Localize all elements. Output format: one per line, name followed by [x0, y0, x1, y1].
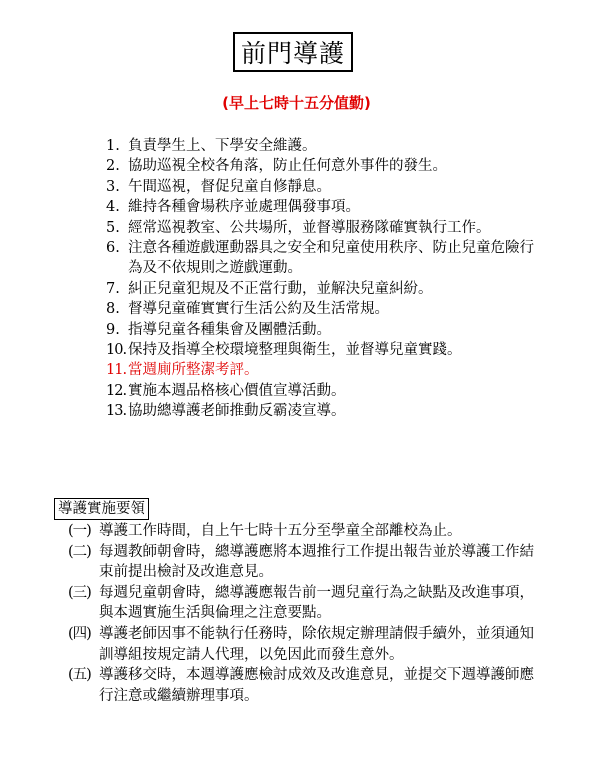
implementation-number: (二) [68, 543, 91, 560]
duty-item [106, 177, 546, 197]
duty-number: 5. [106, 219, 120, 236]
duty-text: 經常巡視教室、公共場所，並督導服務隊確實執行工作。 [128, 219, 491, 236]
implementation-item [68, 542, 538, 583]
duty-item [106, 238, 546, 279]
implementation-text: 導護工作時間，自上午七時十五分至學童全部離校為止。 [99, 523, 462, 539]
duty-item [106, 299, 546, 319]
implementation-text: 每週教師朝會時，總導護應將本週推行工作提出報告並於導護工作結束前提出檢討及改進意見。 [99, 543, 534, 581]
duty-text: 當週廁所整潔考評。 [128, 362, 259, 379]
duty-item [106, 340, 546, 360]
implementation-number: (五) [68, 667, 91, 684]
duty-number: 6. [106, 240, 120, 257]
duty-text: 督導兒童確實實行生活公約及生活常規。 [128, 301, 389, 318]
duty-text: 保持及指導全校環境整理與衛生，並督導兒童實踐。 [128, 342, 462, 359]
duty-number: 3. [106, 178, 120, 195]
implementation-list [68, 521, 538, 706]
implementation-item [68, 665, 538, 706]
duty-text: 實施本週品格核心價值宣導活動。 [128, 382, 346, 399]
duty-text: 指導兒童各種集會及團體活動。 [128, 321, 331, 338]
duty-item [106, 136, 546, 156]
duty-item [106, 320, 546, 340]
implementation-text: 導護老師因事不能執行任務時，除依規定辦理請假手續外，並須通知訓導組按規定請人代理，以免因此而發生意外。 [99, 625, 534, 663]
implementation-number: (三) [68, 584, 91, 601]
duty-item [106, 401, 546, 421]
duty-number: 4. [106, 199, 120, 216]
implementation-number: (一) [68, 523, 91, 539]
duty-number: 7. [106, 280, 120, 297]
duty-number: 11. [106, 362, 127, 379]
duty-item-highlighted [106, 360, 546, 380]
duty-number: 12. [106, 382, 127, 399]
duty-number: 2. [106, 158, 120, 175]
duty-text: 維持各種會場秩序並處理偶發事項。 [128, 199, 360, 216]
duty-text: 注意各種遊戲運動器具之安全和兒童使用秩序、防止兒童危險行為及不依規則之遊戲運動。 [128, 240, 534, 277]
implementation-item [68, 583, 538, 624]
duty-number: 8. [106, 301, 120, 318]
implementation-item [68, 521, 538, 542]
implementation-heading: 導護實施要領 [54, 498, 149, 520]
duty-number: 13. [106, 403, 127, 420]
duty-item [106, 218, 546, 238]
implementation-text: 導護移交時，本週導護應檢討成效及改進意見，並提交下週導護師應行注意或繼續辦理事項。 [99, 667, 534, 704]
duty-time-subtitle: (早上七時十五分值勤) [222, 94, 371, 112]
duty-item [106, 279, 546, 299]
duty-text: 協助總導護老師推動反霸凌宣導。 [128, 403, 346, 420]
duty-text: 協助巡視全校各角落，防止任何意外事件的發生。 [128, 158, 447, 175]
duty-text: 糾正兒童犯規及不正當行動，並解決兒童糾紛。 [128, 280, 433, 297]
duty-text: 負責學生上、下學安全維護。 [128, 138, 317, 154]
duty-number: 9. [106, 321, 120, 338]
implementation-item [68, 624, 538, 665]
duty-item [106, 156, 546, 176]
implementation-number: (四) [68, 625, 91, 642]
implementation-text: 每週兒童朝會時，總導護應報告前一週兒童行為之缺點及改進事項，與本週實施生活與倫理之注意要點。 [99, 584, 534, 622]
duties-list [106, 136, 546, 422]
duty-item [106, 197, 546, 217]
duty-item [106, 381, 546, 401]
duty-number: 10. [106, 342, 127, 359]
page-title: 前門導護 [233, 32, 353, 72]
duty-text: 午間巡視，督促兒童自修靜息。 [128, 178, 331, 195]
duty-number: 1. [106, 138, 120, 154]
